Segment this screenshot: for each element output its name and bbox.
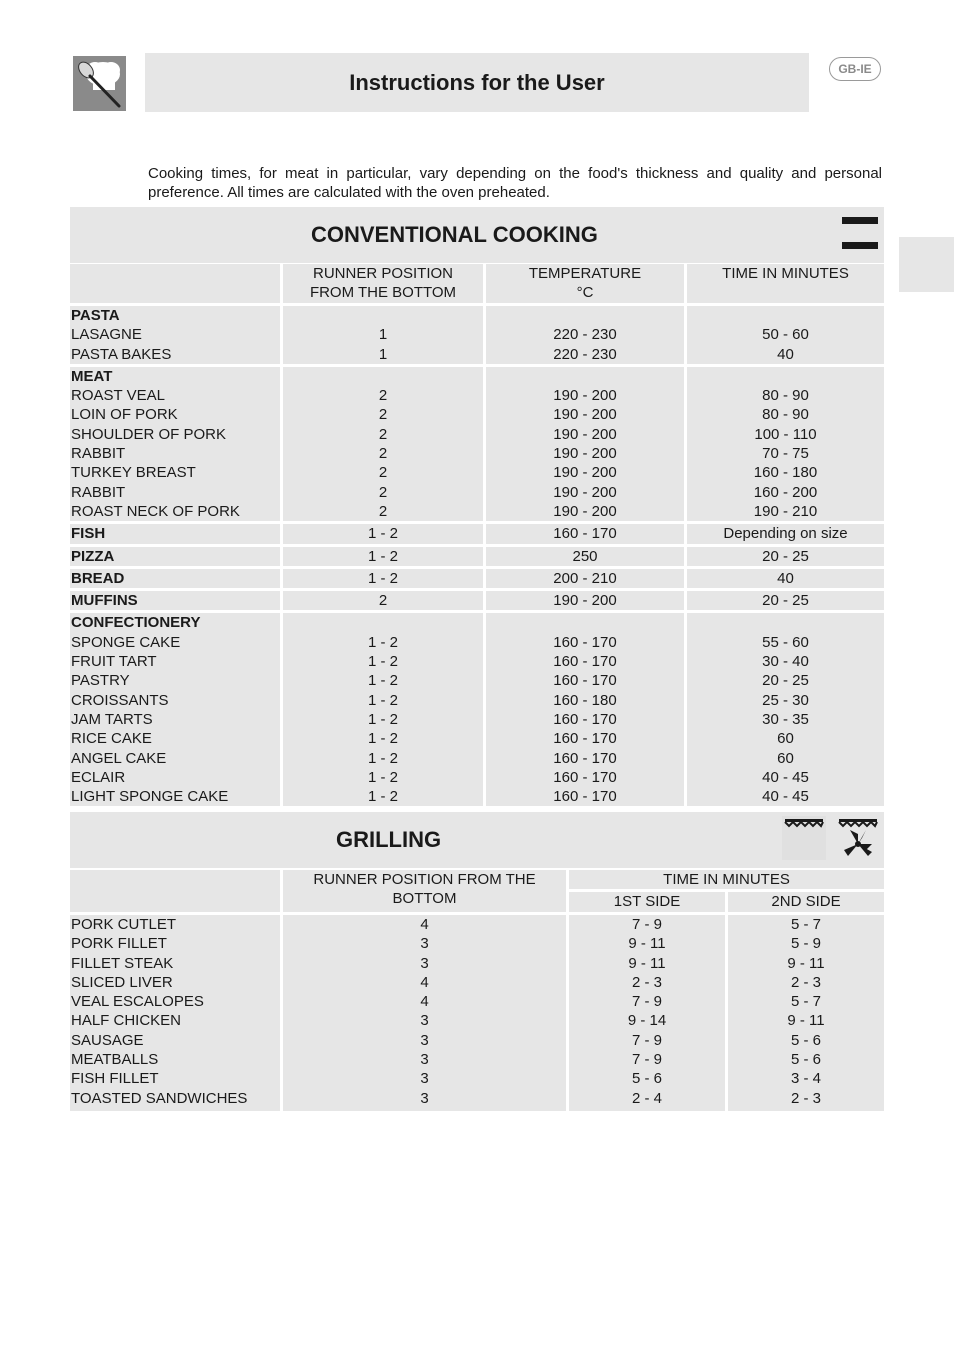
grilling-header: [70, 812, 884, 868]
table-row: PORK CUTLET PORK FILLET FILLET STEAK SLICED LIVER VEAL ESCALOPES HALF CHICKEN SAUSAGE MEATBALLS FISH FILLET TOASTED SANDWICHES 4 3 3 4 4 3 3 3 3 3 7 - 9 9 - 11 9 - 11 2 - 3 7 - 9 9 - 14 7 - 9 7 - 9 5 - 6 2 - 4 5 - 7 5 - 9 9 - 11 2 - 3 5 - 7 9 - 11 5 - 6 5 - 6 3 - 4 2 - 3: [70, 912, 884, 1111]
grilling-table: [70, 870, 884, 1111]
grill-element-icon: [782, 816, 826, 860]
language-badge: GB-IE: [829, 57, 881, 81]
table-row: BREAD 1 - 2 200 - 210 40: [70, 566, 884, 588]
table-row: MEAT ROAST VEAL LOIN OF PORK SHOULDER OF PORK RABBIT TURKEY BREAST RABBIT ROAST NECK OF PORK 2 2 2 2 2 2 2 190 - 200 190 - 200 190 - 200 190 - 200 190 - 200 190 - 200 190 - 200 80 - 90 80 - 90 100 - 110 70 - 75 160 - 180 160 - 200 190 - 210: [70, 364, 884, 521]
second-side-header: 2ND SIDE: [725, 889, 884, 912]
temperature-header: TEMPERATURE °C: [483, 264, 684, 303]
table-row: PASTA LASAGNE PASTA BAKES 1 1 220 - 230 220 - 230 50 - 60 40: [70, 303, 884, 364]
table-row: CONFECTIONERY SPONGE CAKE FRUIT TART PASTRY CROISSANTS JAM TARTS RICE CAKE ANGEL CAKE ECLAIR LIGHT SPONGE CAKE 1 - 2 1 - 2 1 - 2 1 - 2 1 - 2 1 - 2 1 - 2 1 - 2 1 - 2 160 - 170 160 - 170 160 - 170 160 - 180 160 - 170 160 - 170 160 - 170 160 - 170 160 - 170 55 - 60 30 - 40 20 - 25 25 - 30 30 - 35 60 60 40 - 45 40 - 45: [70, 610, 884, 806]
brand-logo: [73, 56, 126, 111]
category-label: CONFECTIONERY: [71, 614, 201, 632]
conventional-cooking-table: [70, 264, 884, 806]
side-tab-marker: [899, 237, 954, 292]
table-row: MUFFINS 2 190 - 200 20 - 25: [70, 588, 884, 610]
spoon-chef-hat-icon: [73, 56, 126, 111]
conventional-cooking-title: CONVENTIONAL COOKING: [311, 222, 598, 247]
top-bottom-heating-icon: [838, 214, 880, 256]
grilling-title: GRILLING: [336, 827, 442, 852]
intro-paragraph: Cooking times, for meat in particular, vary depending on the food's thickness and quality and personal preference. All times are calculated with the oven preheated.: [148, 165, 882, 201]
fan-grill-icon: [836, 816, 880, 860]
table-row: PIZZA 1 - 2 250 20 - 25: [70, 544, 884, 566]
category-label: MEAT: [71, 367, 113, 385]
first-side-header: 1ST SIDE: [566, 889, 725, 912]
conventional-cooking-header: [70, 207, 884, 263]
runner-position-header: RUNNER POSITION FROM THE BOTTOM: [280, 264, 483, 303]
table-header-row: [70, 870, 884, 889]
time-header: TIME IN MINUTES: [684, 264, 884, 303]
page-title: Instructions for the User: [349, 69, 605, 95]
table-header-row: [70, 264, 884, 303]
table-row: FISH 1 - 2 160 - 170 Depending on size: [70, 521, 884, 543]
category-label: PASTA: [71, 307, 120, 324]
runner-position-header: RUNNER POSITION FROM THE BOTTOM: [280, 870, 566, 912]
time-header: TIME IN MINUTES: [566, 870, 884, 889]
header-bar: [145, 53, 809, 112]
